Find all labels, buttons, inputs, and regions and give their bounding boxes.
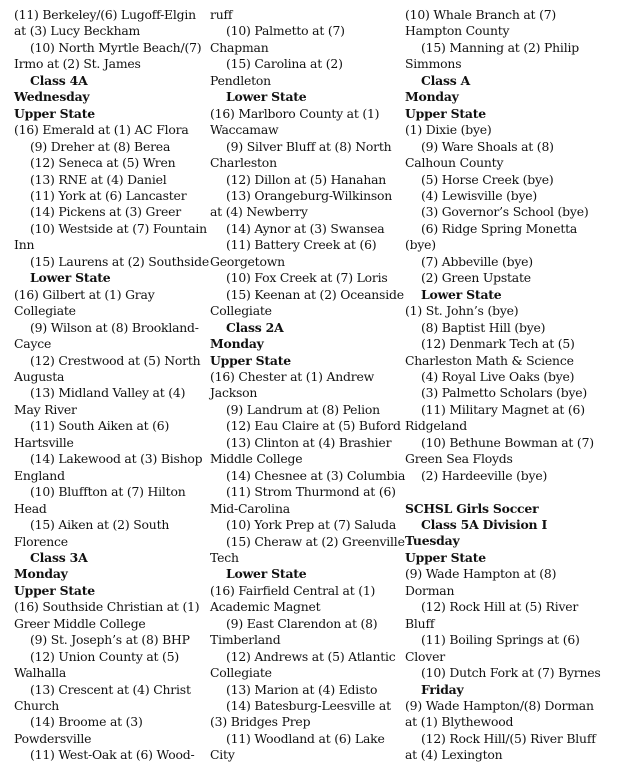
matchup-line: Bluff — [405, 615, 435, 631]
matchup-line: (10) Palmetto at (7) — [226, 23, 345, 39]
section-heading: Monday — [405, 89, 459, 105]
matchup-line: (12) Rock Hill/(5) River Bluff — [421, 730, 596, 746]
matchup-line: (8) Baptist Hill (bye) — [421, 319, 546, 335]
matchup-line: (13) Crescent at (4) Christ — [30, 681, 191, 697]
matchup-line: (3) Governor’s School (bye) — [421, 204, 589, 220]
matchup-line: (16) Marlboro County at (1) — [210, 105, 380, 121]
matchup-line: Collegiate — [210, 303, 272, 319]
matchup-line: Tech — [210, 549, 239, 565]
matchup-line: (9) Dreher at (8) Berea — [30, 138, 171, 154]
matchup-line: (13) Orangeburg-Wilkinson — [226, 187, 393, 203]
matchup-line: Greer Middle College — [14, 615, 146, 631]
matchup-line: Irmo at (2) St. James — [14, 56, 141, 72]
matchup-line: (16) Southside Christian at (1) — [14, 599, 200, 615]
matchup-line: (9) Landrum at (8) Pelion — [226, 401, 380, 417]
section-heading: Lower State — [421, 286, 502, 302]
column-3 — [405, 7, 601, 764]
section-heading: Wednesday — [14, 89, 90, 105]
matchup-line: Dorman — [405, 582, 455, 598]
section-heading: Upper State — [405, 549, 486, 565]
matchup-line: (4) Royal Live Oaks (bye) — [421, 368, 575, 384]
matchup-line: (14) Lakewood at (3) Bishop — [30, 451, 203, 467]
matchup-line: (16) Fairfield Central at (1) — [210, 582, 376, 598]
matchup-line: (12) Eau Claire at (5) Buford — [226, 418, 401, 434]
section-heading: Friday — [421, 681, 464, 697]
matchup-line: (10) Fox Creek at (7) Loris — [226, 270, 388, 286]
matchup-line: (13) RNE at (4) Daniel — [30, 171, 167, 187]
matchup-line: (9) St. Joseph’s at (8) BHP — [30, 632, 190, 648]
matchup-line: (9) Wade Hampton/(8) Dorman — [405, 698, 594, 714]
section-heading: SCHSL Girls Soccer — [405, 500, 539, 516]
matchup-line: (14) Batesburg-Leesville at — [226, 698, 391, 714]
matchup-line: (14) Broome at (3) — [30, 714, 143, 730]
matchup-line: Pendleton — [210, 72, 271, 88]
section-heading: Class 3A — [30, 549, 88, 565]
matchup-line: Cayce — [14, 336, 52, 352]
matchup-line: Mid-Carolina — [210, 500, 290, 516]
matchup-line: Timberland — [210, 632, 281, 648]
matchup-line: (9) Silver Bluff at (8) North — [226, 138, 392, 154]
matchup-line: Hampton County — [405, 23, 510, 39]
matchup-line: (7) Abbeville (bye) — [421, 253, 533, 269]
matchup-line: (5) Horse Creek (bye) — [421, 171, 554, 187]
matchup-line: (10) York Prep at (7) Saluda — [226, 517, 397, 533]
section-heading: Lower State — [226, 566, 307, 582]
matchup-line: at (4) Lexington — [405, 747, 503, 763]
matchup-line: (11) York at (6) Lancaster — [30, 187, 187, 203]
matchup-line: (1) St. John’s (bye) — [405, 303, 519, 319]
spacer — [405, 484, 593, 500]
matchup-line: Charleston — [210, 155, 277, 171]
matchup-line: Green Sea Floyds — [405, 451, 513, 467]
matchup-line: (13) Clinton at (4) Brashier — [226, 434, 392, 450]
matchup-line: (14) Pickens at (3) Greer — [30, 204, 181, 220]
matchup-line: Charleston Math & Science — [405, 352, 574, 368]
matchup-line: Simmons — [405, 56, 462, 72]
matchup-line: at (3) Lucy Beckham — [14, 23, 141, 39]
column-2 — [210, 7, 406, 764]
matchup-line: (15) Manning at (2) Philip — [421, 39, 579, 55]
section-heading: Upper State — [210, 352, 291, 368]
matchup-line: (10) Westside at (7) Fountain — [30, 220, 207, 236]
matchup-line: (12) Andrews at (5) Atlantic — [226, 648, 396, 664]
section-heading: Upper State — [405, 105, 486, 121]
matchup-line: Walhalla — [14, 665, 67, 681]
section-heading: Class 2A — [226, 319, 284, 335]
matchup-line: (3) Palmetto Scholars (bye) — [421, 385, 588, 401]
matchup-line: ruff — [210, 7, 233, 22]
matchup-line: (15) Aiken at (2) South — [30, 517, 170, 533]
matchup-line: Georgetown — [210, 253, 285, 269]
matchup-line: (12) Union County at (5) — [30, 648, 180, 664]
section-heading: Lower State — [30, 270, 111, 286]
matchup-line: (9) Ware Shoals at (8) — [421, 138, 554, 154]
matchup-line: (10) Whale Branch at (7) — [405, 7, 557, 22]
matchup-line: (11) Military Magnet at (6) — [421, 401, 585, 417]
matchup-line: Ridgeland — [405, 418, 467, 434]
matchup-line: Jackson — [210, 385, 258, 401]
matchup-line: May River — [14, 401, 77, 417]
matchup-line: (10) North Myrtle Beach/(7) — [30, 39, 202, 55]
section-heading: Class A — [421, 72, 471, 88]
matchup-line: (9) Wade Hampton at (8) — [405, 566, 557, 582]
matchup-line: at (1) Blythewood — [405, 714, 514, 730]
matchup-line: (12) Denmark Tech at (5) — [421, 336, 575, 352]
matchup-line: at (4) Newberry — [210, 204, 308, 220]
matchup-line: (6) Ridge Spring Monetta — [421, 220, 578, 236]
matchup-line: Chapman — [210, 39, 269, 55]
section-heading: Class 4A — [30, 72, 88, 88]
matchup-line: Middle College — [210, 451, 303, 467]
matchup-line: (2) Hardeeville (bye) — [421, 467, 548, 483]
matchup-line: (10) Bluffton at (7) Hilton — [30, 484, 186, 500]
matchup-line: (bye) — [405, 237, 436, 253]
matchup-line: (10) Bethune Bowman at (7) — [421, 434, 594, 450]
matchup-line: City — [210, 747, 235, 763]
matchup-line: Academic Magnet — [210, 599, 321, 615]
matchup-line: (2) Green Upstate — [421, 270, 531, 286]
section-heading: Upper State — [14, 105, 95, 121]
matchup-line: (9) East Clarendon at (8) — [226, 615, 378, 631]
matchup-line: Collegiate — [14, 303, 76, 319]
matchup-line: Florence — [14, 533, 68, 549]
matchup-line: (15) Keenan at (2) Oceanside — [226, 286, 404, 302]
matchup-line: (13) Midland Valley at (4) — [30, 385, 186, 401]
section-heading: Lower State — [226, 89, 307, 105]
section-heading: Tuesday — [405, 533, 460, 549]
matchup-line: (12) Seneca at (5) Wren — [30, 155, 176, 171]
matchup-line: (11) Battery Creek at (6) — [226, 237, 377, 253]
matchup-line: (3) Bridges Prep — [210, 714, 311, 730]
matchup-line: (12) Rock Hill at (5) River — [421, 599, 579, 615]
matchup-line: (14) Aynor at (3) Swansea — [226, 220, 385, 236]
matchup-line: (1) Dixie (bye) — [405, 122, 492, 138]
matchup-line: (10) Dutch Fork at (7) Byrnes — [421, 665, 601, 681]
matchup-line: (15) Cheraw at (2) Greenville — [226, 533, 405, 549]
section-heading: Class 5A Division I — [421, 517, 548, 533]
matchup-line: Inn — [14, 237, 35, 253]
matchup-line: (13) Marion at (4) Edisto — [226, 681, 378, 697]
matchup-line: (11) Boiling Springs at (6) — [421, 632, 580, 648]
matchup-line: (16) Emerald at (1) AC Flora — [14, 122, 189, 138]
matchup-line: (11) Berkeley/(6) Lugoff-Elgin — [14, 7, 196, 22]
matchup-line: Calhoun County — [405, 155, 504, 171]
matchup-line: (12) Dillon at (5) Hanahan — [226, 171, 387, 187]
matchup-line: Waccamaw — [210, 122, 279, 138]
matchup-line: (12) Crestwood at (5) North — [30, 352, 201, 368]
matchup-line: Hartsville — [14, 434, 74, 450]
matchup-line: (15) Laurens at (2) Southside — [30, 253, 209, 269]
matchup-line: England — [14, 467, 65, 483]
matchup-line: Augusta — [14, 368, 65, 384]
matchup-line: Church — [14, 698, 60, 714]
matchup-line: (16) Chester at (1) Andrew — [210, 368, 375, 384]
matchup-line: (11) South Aiken at (6) — [30, 418, 170, 434]
section-heading: Monday — [210, 336, 264, 352]
section-heading: Upper State — [14, 582, 95, 598]
matchup-line: (11) Strom Thurmond at (6) — [226, 484, 396, 500]
matchup-line: Collegiate — [210, 665, 272, 681]
matchup-line: (14) Chesnee at (3) Columbia — [226, 467, 406, 483]
column-1 — [14, 7, 209, 764]
matchup-line: (9) Wilson at (8) Brookland- — [30, 319, 199, 335]
matchup-line: (11) West-Oak at (6) Wood- — [30, 747, 195, 763]
matchup-line: Head — [14, 500, 47, 516]
matchup-line: Clover — [405, 648, 445, 664]
matchup-line: (11) Woodland at (6) Lake — [226, 730, 385, 746]
matchup-line: (16) Gilbert at (1) Gray — [14, 286, 155, 302]
matchup-line: (15) Carolina at (2) — [226, 56, 343, 72]
matchup-line: (4) Lewisville (bye) — [421, 187, 538, 203]
matchup-line: Powdersville — [14, 730, 92, 746]
section-heading: Monday — [14, 566, 68, 582]
